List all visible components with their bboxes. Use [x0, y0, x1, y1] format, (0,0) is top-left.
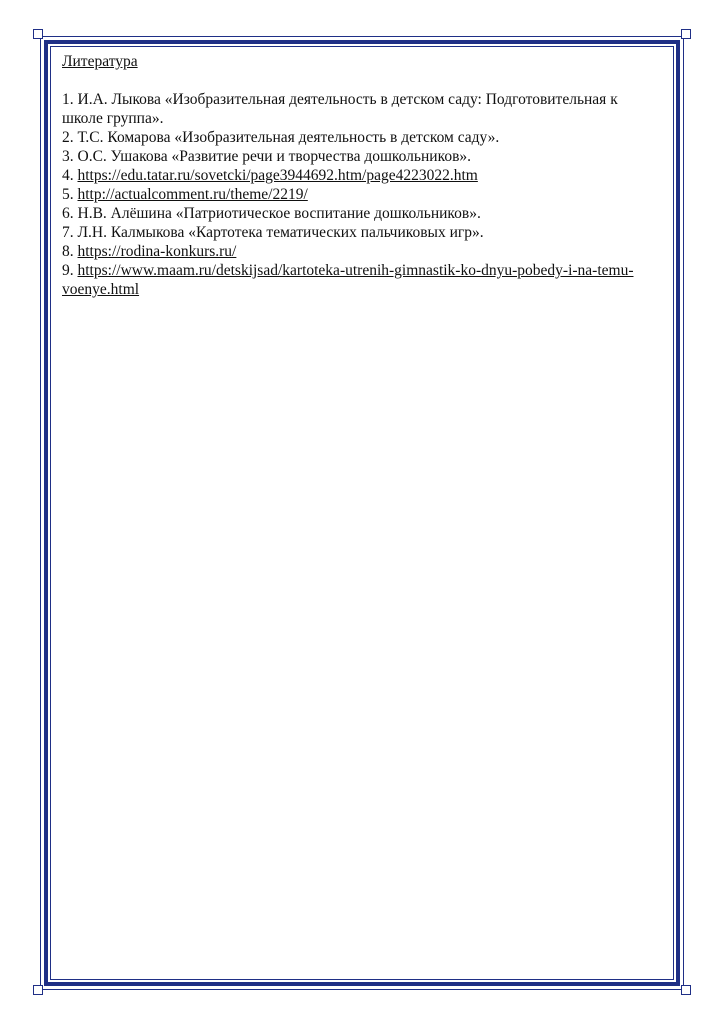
ref-text: Л.Н. Калмыкова «Картотека тематических пальчиковых игр». [77, 224, 484, 241]
page-title: Литература [62, 53, 138, 70]
ref-number: 4. [62, 167, 74, 184]
ref-text: О.С. Ушакова «Развитие речи и творчества дошкольников». [77, 148, 472, 165]
border-corner-bottom-left [33, 985, 43, 995]
ref-text: Н.В. Алёшина «Патриотическое воспитание дошкольников». [77, 205, 481, 222]
document-body [62, 52, 662, 299]
list-item [62, 223, 662, 242]
list-item [62, 261, 662, 299]
ref-number: 5. [62, 186, 74, 203]
list-item [62, 242, 662, 261]
list-item [62, 147, 662, 166]
ref-number: 7. [62, 224, 74, 241]
list-item [62, 166, 662, 185]
list-item [62, 128, 662, 147]
ref-link[interactable]: https://rodina-konkurs.ru/ [77, 243, 237, 260]
border-corner-top-right [681, 29, 691, 39]
ref-link[interactable]: https://edu.tatar.ru/sovetcki/page3944692.htm/page4223022.htm [77, 167, 478, 184]
ref-number: 2. [62, 129, 74, 146]
list-item [62, 90, 662, 128]
list-item [62, 204, 662, 223]
ref-number: 6. [62, 205, 74, 222]
list-item [62, 185, 662, 204]
border-corner-bottom-right [681, 985, 691, 995]
ref-text: Т.С. Комарова «Изобразительная деятельность в детском саду». [77, 129, 500, 146]
reference-list [62, 90, 662, 299]
ref-number: 1. [62, 91, 74, 108]
border-corner-top-left [33, 29, 43, 39]
ref-link[interactable]: https://www.maam.ru/detskijsad/kartoteka-utrenih-gimnastik-ko-dnyu-pobedy-i-na-temu-voenye.html [62, 262, 634, 298]
ref-number: 9. [62, 262, 74, 279]
ref-link[interactable]: http://actualcomment.ru/theme/2219/ [77, 186, 308, 203]
ref-text: И.А. Лыкова «Изобразительная деятельность в детском саду: Подготовительная к школе группа». [62, 91, 618, 127]
ref-number: 3. [62, 148, 74, 165]
ref-number: 8. [62, 243, 74, 260]
